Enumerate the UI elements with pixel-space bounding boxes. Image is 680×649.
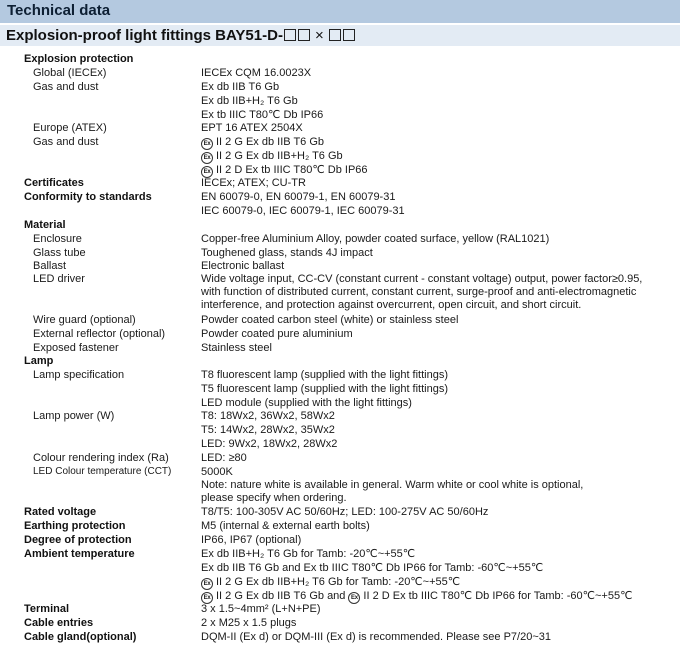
spec-row <box>0 272 680 286</box>
spec-value <box>201 313 458 327</box>
spec-label: LED driver <box>33 273 85 285</box>
atex-ex-icon: Ex <box>201 152 213 164</box>
atex-ex-icon: Ex <box>201 578 213 590</box>
spec-value <box>201 533 301 547</box>
spec-value <box>201 423 335 437</box>
spec-label: LED Colour temperature (CCT) <box>33 466 172 477</box>
spec-value-text: Powder coated pure aluminium <box>201 328 353 340</box>
spec-value-text: T5 fluorescent lamp (supplied with the light fittings) <box>201 383 449 395</box>
spec-row <box>0 409 680 423</box>
spec-row <box>0 396 680 410</box>
spec-value <box>201 121 303 135</box>
spec-row <box>0 313 680 327</box>
spec-category: Terminal <box>24 603 70 615</box>
spec-row <box>0 630 680 644</box>
spec-row <box>0 575 680 589</box>
spec-value <box>201 547 415 561</box>
spec-value-text: Electronic ballast <box>201 260 285 272</box>
spec-row <box>0 327 680 341</box>
product-title <box>6 27 356 44</box>
atex-ex-icon: Ex <box>348 592 360 604</box>
spec-value-text: M5 (internal & external earth bolts) <box>201 520 370 532</box>
spec-label: Enclosure <box>33 233 82 245</box>
spec-category: Ambient temperature <box>24 548 135 560</box>
spec-value <box>201 630 551 644</box>
spec-value <box>201 451 247 465</box>
placeholder-box-icon <box>329 29 341 41</box>
spec-value <box>201 108 323 122</box>
spec-value <box>201 491 347 505</box>
spec-value-text: EPT 16 ATEX 2504X <box>201 122 303 134</box>
spec-row <box>0 382 680 396</box>
spec-value <box>201 575 460 590</box>
spec-value-text: Stainless steel <box>201 342 272 354</box>
spec-value-text: T8/T5: 100-305V AC 50/60Hz; LED: 100-275V AC 50/60Hz <box>201 506 489 518</box>
spec-value <box>201 561 543 575</box>
spec-value <box>201 232 549 246</box>
spec-value <box>201 272 642 286</box>
spec-row <box>0 204 680 218</box>
spec-label: Wire guard (optional) <box>33 314 136 326</box>
spec-value-text: II 2 G Ex db IIB+H₂ T6 Gb <box>216 150 343 162</box>
spec-label: Ballast <box>33 260 67 272</box>
spec-value <box>201 519 370 533</box>
spec-value <box>201 80 279 94</box>
spec-row <box>0 218 680 232</box>
spec-category: Rated voltage <box>24 506 97 518</box>
placeholder-box-icon <box>284 29 296 41</box>
spec-value <box>201 409 335 423</box>
spec-row <box>0 94 680 108</box>
spec-row <box>0 80 680 94</box>
spec-row <box>0 108 680 122</box>
spec-category: Conformity to standards <box>24 191 152 203</box>
product-header <box>0 25 680 46</box>
spec-label: Lamp power (W) <box>33 410 115 422</box>
spec-row <box>0 176 680 190</box>
times-sign: × <box>314 27 324 44</box>
spec-label: Exposed fastener <box>33 342 119 354</box>
spec-category: Explosion protection <box>24 53 134 65</box>
spec-value <box>201 616 296 630</box>
spec-row <box>0 602 680 616</box>
spec-value <box>201 437 337 451</box>
atex-ex-icon: Ex <box>201 138 213 150</box>
spec-row <box>0 505 680 519</box>
spec-label: Colour rendering index (Ra) <box>33 452 169 464</box>
spec-value <box>201 246 373 260</box>
spec-value <box>201 204 405 218</box>
spec-value <box>201 259 284 273</box>
spec-value-text: Ex db IIB+H₂ T6 Gb for Tamb: -20℃~+55℃ <box>201 548 416 560</box>
spec-value-text: DQM-II (Ex d) or DQM-III (Ex d) is recommended. Please see P7/20~31 <box>201 631 551 643</box>
section-header <box>0 0 680 23</box>
spec-value <box>201 135 324 150</box>
placeholder-box-icon <box>298 29 310 41</box>
spec-category: Lamp <box>24 355 54 367</box>
spec-category: Material <box>24 219 66 231</box>
spec-value-text: Ex db IIB+H₂ T6 Gb <box>201 95 298 107</box>
spec-row <box>0 589 680 603</box>
spec-row <box>0 437 680 451</box>
spec-row <box>0 285 680 299</box>
spec-row <box>0 259 680 273</box>
spec-row <box>0 149 680 163</box>
spec-value-text: Copper-free Aluminium Alloy, powder coated surface, yellow (RAL1021) <box>201 233 550 245</box>
spec-row <box>0 341 680 355</box>
spec-value-text: II 2 D Ex tb IIIC T80℃ Db IP66 for Tamb: -60℃~+55℃ <box>363 590 633 602</box>
spec-value <box>201 149 343 164</box>
spec-row <box>0 368 680 382</box>
spec-value <box>201 190 395 204</box>
spec-row <box>0 135 680 149</box>
atex-ex-icon: Ex <box>201 592 213 604</box>
spec-value <box>201 465 233 479</box>
spec-category: Cable entries <box>24 617 94 629</box>
spec-value <box>201 327 353 341</box>
spec-value-text: 5000K <box>201 466 233 478</box>
spec-value-text: Toughened glass, stands 4J impact <box>201 247 373 259</box>
spec-value-text: II 2 G Ex db IIB T6 Gb and <box>216 590 346 602</box>
spec-label: Global (IECEx) <box>33 67 107 79</box>
spec-value-text: Powder coated carbon steel (white) or stainless steel <box>201 314 459 326</box>
spec-value <box>201 94 298 108</box>
spec-value-text: Note: nature white is available in general. Warm white or cool white is optional, <box>201 479 584 491</box>
spec-label: Lamp specification <box>33 369 125 381</box>
spec-row <box>0 478 680 492</box>
spec-category: Cable gland(optional) <box>24 631 137 643</box>
spec-value <box>201 505 488 519</box>
spec-row <box>0 519 680 533</box>
spec-row <box>0 354 680 368</box>
spec-value <box>201 66 311 80</box>
spec-category: Certificates <box>24 177 84 189</box>
section-title: Technical data <box>7 2 111 19</box>
spec-value-text: IP66, IP67 (optional) <box>201 534 302 546</box>
spec-value-text: IECEx; ATEX; CU-TR <box>201 177 306 189</box>
spec-value-text: Wide voltage input, CC-CV (constant current - constant voltage) output, power factor≥0.95, <box>201 273 643 285</box>
spec-value <box>201 602 321 616</box>
spec-row <box>0 423 680 437</box>
spec-value <box>201 382 448 396</box>
spec-value <box>201 285 636 299</box>
spec-value-text: please specify when ordering. <box>201 492 347 504</box>
spec-value-text: Ex tb IIIC T80℃ Db IP66 <box>201 109 324 121</box>
product-title-text: Explosion-proof light fittings BAY51-D- <box>6 27 283 44</box>
spec-value-text: IEC 60079-0, IEC 60079-1, IEC 60079-31 <box>201 205 405 217</box>
spec-value-text: T5: 14Wx2, 28Wx2, 35Wx2 <box>201 424 335 436</box>
spec-value-text: II 2 D Ex tb IIIC T80℃ Db IP66 <box>216 164 368 176</box>
spec-value <box>201 298 581 312</box>
spec-row <box>0 190 680 204</box>
spec-category: Degree of protection <box>24 534 132 546</box>
spec-value-text: II 2 G Ex db IIB+H₂ T6 Gb for Tamb: -20℃~+55℃ <box>216 576 461 588</box>
spec-value-text: 3 x 1.5~4mm² (L+N+PE) <box>201 603 321 615</box>
spec-row <box>0 66 680 80</box>
spec-category: Earthing protection <box>24 520 126 532</box>
spec-row <box>0 451 680 465</box>
placeholder-box-icon <box>343 29 355 41</box>
spec-value <box>201 341 272 355</box>
spec-row <box>0 491 680 505</box>
spec-row <box>0 547 680 561</box>
spec-label: Glass tube <box>33 247 86 259</box>
spec-value-text: LED module (supplied with the light fittings) <box>201 397 412 409</box>
spec-value-text: with function of distributed current, constant current, surge-proof and anti-electromagnetic <box>201 286 637 298</box>
spec-row <box>0 465 680 479</box>
spec-value-text: EN 60079-0, EN 60079-1, EN 60079-31 <box>201 191 396 203</box>
spec-value-text: interference, and protection against overcurrent, open circuit, and short circuit. <box>201 299 582 311</box>
spec-label: Gas and dust <box>33 81 99 93</box>
spec-row <box>0 298 680 312</box>
spec-value-text: II 2 G Ex db IIB T6 Gb <box>216 136 325 148</box>
spec-row <box>0 121 680 135</box>
spec-row <box>0 561 680 575</box>
spec-row <box>0 163 680 177</box>
spec-value-text: Ex db IIB T6 Gb and Ex tb IIIC T80℃ Db IP66 for Tamb: -60℃~+55℃ <box>201 562 544 574</box>
spec-row <box>0 52 680 66</box>
spec-label: Gas and dust <box>33 136 99 148</box>
spec-value-text: Ex db IIB T6 Gb <box>201 81 280 93</box>
spec-row <box>0 533 680 547</box>
spec-value-text: IECEx CQM 16.0023X <box>201 67 312 79</box>
spec-row <box>0 246 680 260</box>
spec-value-text: 2 x M25 x 1.5 plugs <box>201 617 297 629</box>
atex-ex-icon: Ex <box>201 166 213 178</box>
spec-label: External reflector (optional) <box>33 328 166 340</box>
spec-value-text: T8 fluorescent lamp (supplied with the light fittings) <box>201 369 449 381</box>
spec-value-text: LED: ≥80 <box>201 452 247 464</box>
spec-row <box>0 616 680 630</box>
spec-row <box>0 232 680 246</box>
spec-value <box>201 478 583 492</box>
spec-value <box>201 368 448 382</box>
spec-value-text: LED: 9Wx2, 18Wx2, 28Wx2 <box>201 438 338 450</box>
spec-value-text: T8: 18Wx2, 36Wx2, 58Wx2 <box>201 410 335 422</box>
spec-value <box>201 176 306 190</box>
spec-label: Europe (ATEX) <box>33 122 107 134</box>
spec-value <box>201 396 412 410</box>
